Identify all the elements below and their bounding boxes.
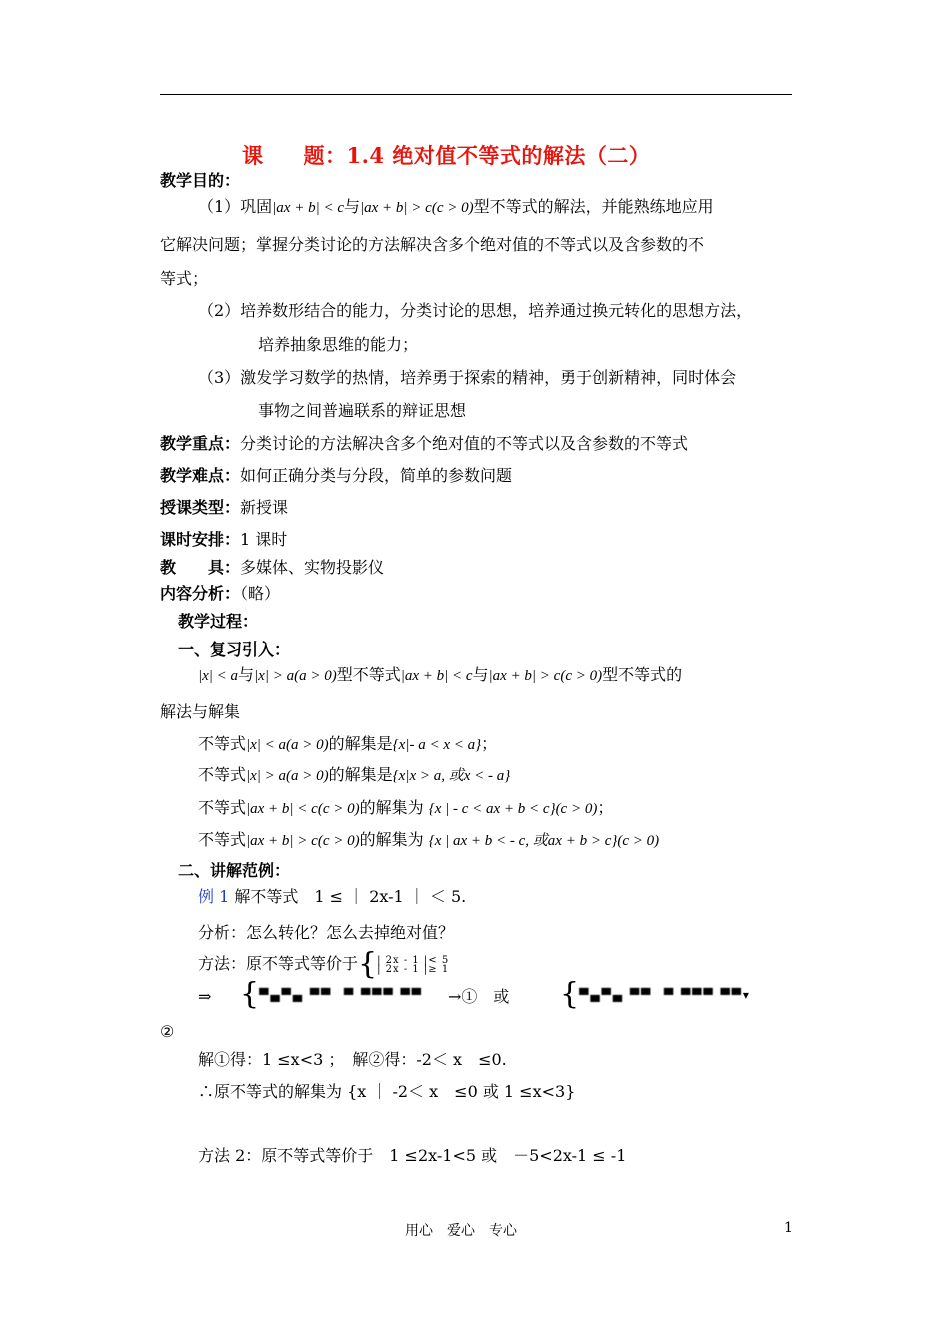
example-1-label: 例 1 xyxy=(198,887,230,906)
example-1: 例 1 解不等式 1 ≤ ｜ 2x-1 ｜ ＜ 5. xyxy=(198,887,467,906)
rule-4: 不等式|ax + b| > c(c > 0)的解集为 {x | ax + b < - c, 或ax + b > c}(c > 0) xyxy=(198,830,660,849)
process-heading: 教学过程： xyxy=(178,612,259,631)
review-line-1: |x| < a与|x| > a(a > 0)型不等式|ax + b| < c与|ax + b| > c(c > 0)型不等式的 xyxy=(198,665,683,684)
examples-heading: 二、讲解范例： xyxy=(178,861,291,880)
goal-2-line-1: （2）培养数形结合的能力，分类讨论的思想，培养通过换元转化的思想方法， xyxy=(198,301,753,320)
content-analysis-row: 内容分析：（略） xyxy=(160,584,281,603)
case-2-marker: ② xyxy=(160,1022,175,1041)
lesson-type-row: 授课类型：新授课 xyxy=(160,498,289,517)
goal-3-line-2: 事物之间普遍联系的辩证思想 xyxy=(258,401,467,420)
focus-row: 教学重点：分类讨论的方法解决含多个绝对值的不等式以及含参数的不等式 xyxy=(160,434,689,453)
difficulty-row: 教学难点：如何正确分类与分段，简单的参数问题 xyxy=(160,466,513,485)
goal-1-line-2: 它解决问题；掌握分类讨论的方法解决含多个绝对值的不等式以及含参数的不 xyxy=(160,235,705,254)
conclusion-line: ∴原不等式的解集为 {x ｜ -2＜ x ≤0 或 1 ≤x<3} xyxy=(198,1082,576,1101)
review-line-2: 解法与解集 xyxy=(160,702,241,721)
goal-2-line-2: 培养抽象思维的能力； xyxy=(258,335,419,354)
goal-3-line-1: （3）激发学习数学的热情，培养勇于探索的精神，勇于创新精神，同时体会 xyxy=(198,368,737,387)
goals-heading: 教学目的： xyxy=(160,171,241,190)
page-number: 1 xyxy=(784,1220,793,1236)
footer-text: 用心 爱心 专心 xyxy=(405,1223,517,1239)
review-heading: 一、复习引入： xyxy=(178,640,291,659)
solution-line: 解①得：1 ≤x<3 ； 解②得：-2＜ x ≤0. xyxy=(198,1050,507,1069)
blurred-system-1: {▀▄▀▄ ▀▀ ▀ ▀▀▀ ▀▀ xyxy=(240,976,423,1012)
method-1-line: 方法：原不等式等价于{ | 2x - 1 |< 5 | 2x - 1 |≥ 1 xyxy=(198,946,450,982)
rule-3: 不等式|ax + b| < c(c > 0)的解集为 {x | - c < ax + b < c}(c > 0)； xyxy=(198,798,614,817)
implies-line: ⇒ xyxy=(198,987,212,1006)
analysis-line: 分析：怎么转化？怎么去掉绝对值？ xyxy=(198,923,455,942)
header-rule xyxy=(160,94,792,95)
goal-1-line-3: 等式； xyxy=(160,269,209,288)
page-title: 课 题：1.4 绝对值不等式的解法（二） xyxy=(242,143,651,168)
blurred-system-2: {▀▄▀▄ ▀▀ ▀ ▀▀▀ ▀▀▾ xyxy=(560,976,749,1012)
goal-1-line-1: （1）巩固|ax + b| < c与|ax + b| > c(c > 0)型不等式的解法，并能熟练地应用 xyxy=(198,197,714,216)
rule-1: 不等式|x| < a(a > 0)的解集是{x|- a < x < a}； xyxy=(198,734,498,753)
case-1-marker: →① 或 xyxy=(448,987,510,1006)
lesson-time-row: 课时安排：1 课时 xyxy=(160,530,288,549)
method-2-line: 方法 2：原不等式等价于 1 ≤2x-1<5 或 －5<2x-1 ≤ -1 xyxy=(198,1146,627,1165)
inequality-system: | 2x - 1 |< 5 | 2x - 1 |≥ 1 xyxy=(377,954,450,975)
rule-2: 不等式|x| > a(a > 0)的解集是{x|x > a, 或x < - a} xyxy=(198,765,511,784)
teaching-tools-row: 教 具：多媒体、实物投影仪 xyxy=(160,558,385,577)
